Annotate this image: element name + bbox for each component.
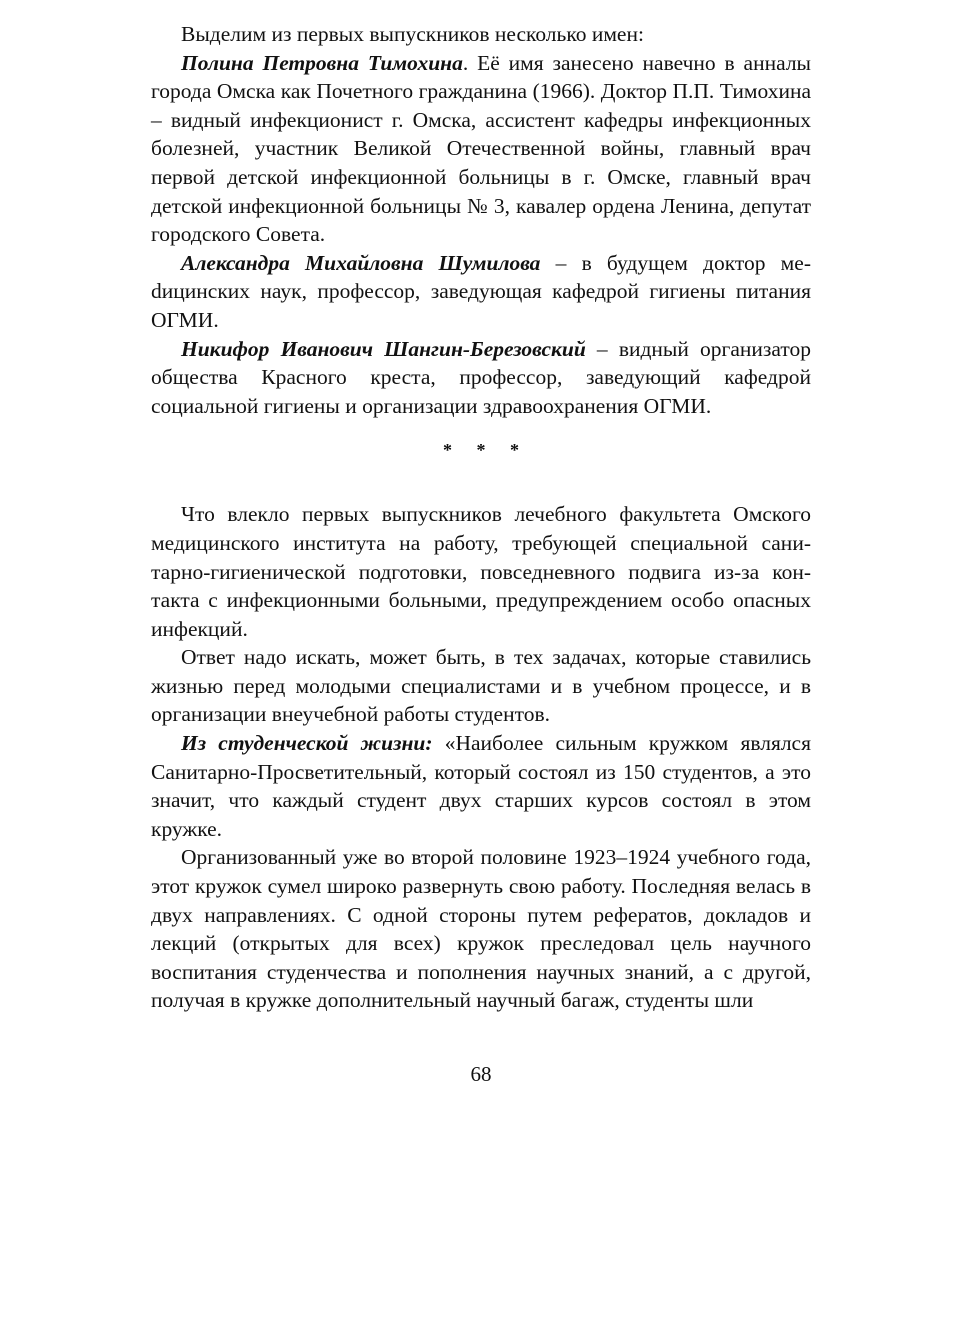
student-life-label: Из студенческой жизни: [181, 731, 433, 756]
graduate-paragraph-3 [151, 335, 811, 421]
graduate-text-3: – видный организатор общества Красного креста, профессор, заведующий кафедрой социальной гигиены и организации здравоохранения ОГМИ. [151, 336, 811, 418]
graduate-paragraph-2 [151, 249, 811, 335]
graduate-text-1: . Её имя занесено навечно в анналы города Омска как Почетного гражданина (1966). Доктор П.П. Тимохина – видный инфекционист г. Омска, ассистент кафедры инфекционных болезней, участник Великой Отечественной войны, главный врач первой детской инфекционной больницы в г. Омске, главный врач детской инфекционной больницы № 3, кавалер ордена Ленина, депутат городского Совета. [151, 50, 811, 247]
graduate-paragraph-1 [151, 49, 811, 249]
section-separator: * * * [443, 440, 529, 461]
graduate-text-2: – в будущем доктор меdицинских наук, профессор, заведующая кафедрой гигиены питания ОГМИ. [151, 250, 811, 332]
answer-paragraph: Ответ надо искать, может быть, в тех задачах, которые ставились жизнью перед молодыми специалистами и в учебном процессе, и в организации внеучебной работы студентов. [151, 645, 811, 727]
intro-paragraph: Выделим из первых выпускников несколько имен: [181, 22, 644, 46]
page-number: 68 [470, 1062, 492, 1086]
graduate-name-2: Александра Михайловна Шумилова [181, 250, 541, 275]
graduate-name-1: Полина Петровна Тимохина [181, 50, 463, 75]
student-life-text: «Наиболее сильным кружком являлся Санитарно-Просветительный, который состоял из 150 студентов, а это значит, что каждый студент двух старших курсов состоял в этом кружке. [151, 731, 811, 841]
organized-paragraph: Организованный уже во второй половине 1923–1924 учебного года, этот кружок сумел широко развернуть свою работу. Последняя велась в двух направлениях. С одной стороны путем рефератов, докладов и лекций (открытых для всех) кружок преследовал цель научного воспитания студенчества и пополнения научных знаний, а с другой, получая в кружке дополнительный научный багаж, студенты шли [151, 845, 811, 1013]
question-paragraph: Что влекло первых выпускников лечебного факультета Омского медицинского института на работу, требующей специальной санитарно-гигиенической подготовки, повседневного подвига из-за контакта с инфекционными больными, предупреждением особо опасных инфекций. [151, 502, 811, 641]
page-text [151, 20, 811, 1015]
student-life-paragraph [151, 729, 811, 843]
graduate-name-3: Никифор Иванович Шангин-Березовский [181, 336, 586, 361]
